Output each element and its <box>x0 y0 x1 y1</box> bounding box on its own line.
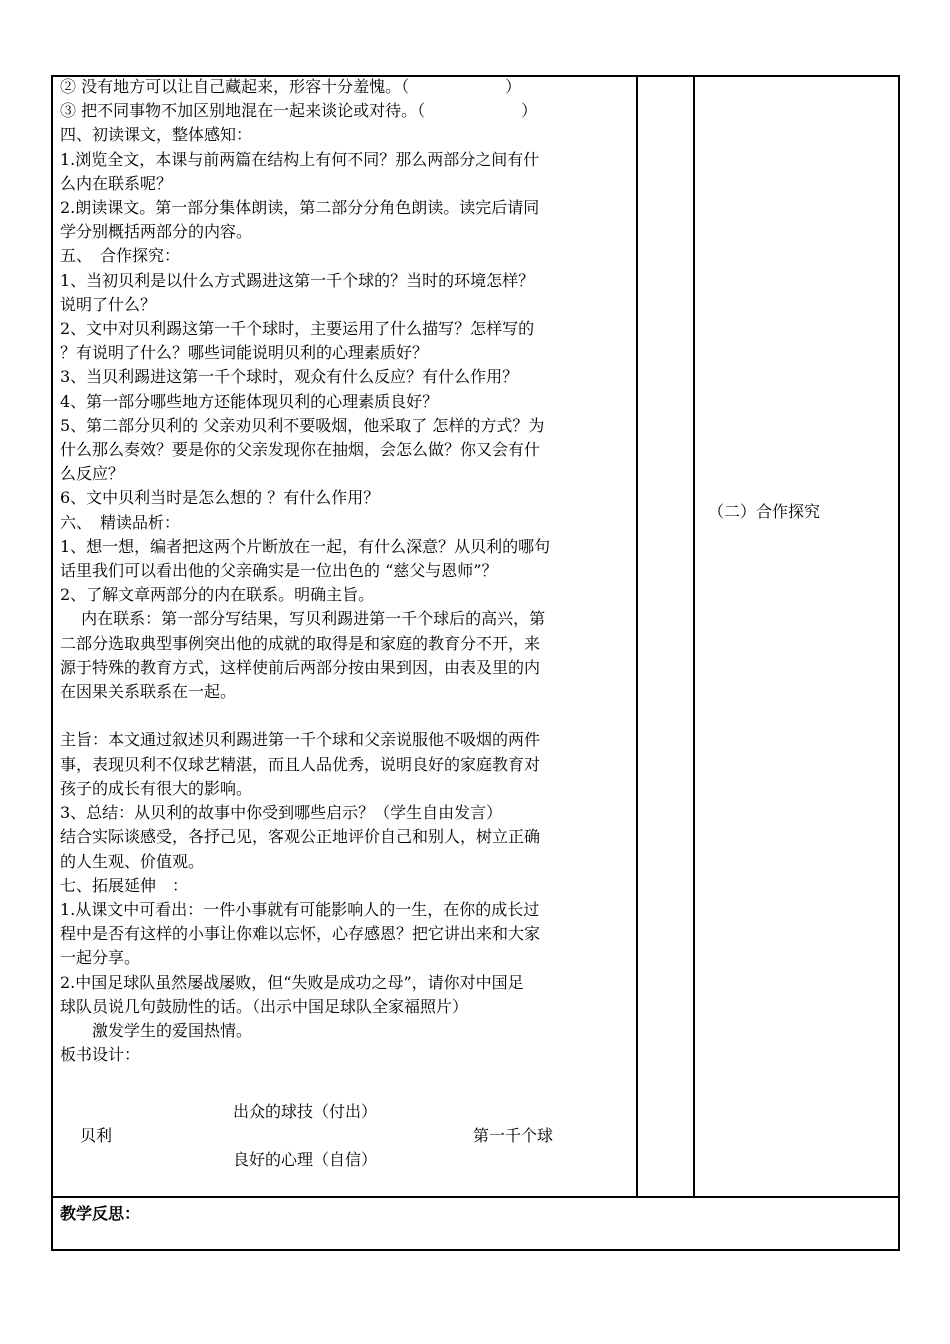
text-line: 6、文中贝利当时是怎么想的 ？有什么作用？ <box>60 488 380 508</box>
text-line: 源于特殊的教育方式，这样使前后两部分按由果到因，由表及里的内 <box>60 657 541 677</box>
text-line: 内在联系：第一部分写结果，写贝利踢进第一千个球后的高兴，第 <box>60 609 546 629</box>
text-line: ② 没有地方可以让自己藏起来，形容十分羞愧。（ ） <box>60 77 522 96</box>
board-goal: 第一千个球 <box>473 1126 554 1145</box>
text-line: 在因果关系联系在一起。 <box>60 682 237 702</box>
text-line: 么内在联系呢？ <box>60 173 173 193</box>
reflection-label: 教学反思： <box>60 1204 141 1223</box>
text-line: 5、第二部分贝利的 父亲劝贝利不要吸烟，他采取了 怎样的方式？为 <box>60 415 545 435</box>
text-line: 二部分选取典型事例突出他的成就的取得是和家庭的教育分不开，来 <box>60 633 541 653</box>
blank-line <box>60 704 635 728</box>
text-line: 1、想一想，编者把这两个片断放在一起，有什么深意？从贝利的哪句 <box>60 536 551 556</box>
lesson-content <box>60 75 635 1067</box>
row-divider <box>51 1196 900 1198</box>
side-column-label: （二）合作探究 <box>708 502 821 521</box>
text-line: ？有说明了什么？哪些词能说明贝利的心理素质好？ <box>60 343 429 363</box>
text-line: 结合实际谈感受，各抒己见，客观公正地评价自己和别人，树立正确 <box>60 827 541 847</box>
board-mind: 良好的心理（自信） <box>233 1150 378 1169</box>
text-line: 一起分享。 <box>60 948 141 968</box>
text-line: 么反应？ <box>60 464 125 484</box>
text-line: ③ 把不同事物不加区别地混在一起来谈论或对待。（ ） <box>60 101 538 121</box>
text-line: 2.中国足球队虽然屡战屡败，但“失败是成功之母”，请你对中国足 <box>60 972 524 992</box>
text-line: 事，表现贝利不仅球艺精湛，而且人品优秀，说明良好的家庭教育对 <box>60 754 541 774</box>
section-heading: 六、 精读品析： <box>60 512 181 532</box>
text-line: 程中是否有这样的小事让你难以忘怀，心存感恩？把它讲出来和大家 <box>60 924 541 944</box>
section-heading: 七、拓展延伸 ： <box>60 875 189 895</box>
text-line: 什么那么奏效？要是你的父亲发现你在抽烟，会怎么做？你又会有什 <box>60 440 541 460</box>
text-line: 1.从课文中可看出：一件小事就有可能影响人的一生，在你的成长过 <box>60 899 540 919</box>
text-line: 激发学生的爱国热情。 <box>60 1020 253 1040</box>
board-design-heading: 板书设计： <box>60 1045 141 1065</box>
column-divider-2 <box>693 75 695 1198</box>
text-line: 主旨：本文通过叙述贝利踢进第一千个球和父亲说服他不吸烟的两件 <box>60 730 541 750</box>
text-line: 的人生观、价值观。 <box>60 851 205 871</box>
text-line: 2、了解文章两部分的内在联系。明确主旨。 <box>60 585 375 605</box>
text-line: 1.浏览全文，本课与前两篇在结构上有何不同？那么两部分之间有什 <box>60 149 540 169</box>
text-line: 话里我们可以看出他的父亲确实是一位出色的 “慈父与恩师”？ <box>60 561 498 581</box>
board-name: 贝利 <box>80 1126 113 1145</box>
text-line: 2.朗读课文。第一部分集体朗读，第二部分分角色朗读。读完后请同 <box>60 198 540 218</box>
text-line: 2、文中对贝利踢这第一千个球时，主要运用了什么描写？怎样写的 <box>60 319 535 339</box>
board-skill: 出众的球技（付出） <box>233 1102 378 1121</box>
text-line: 1、当初贝利是以什么方式踢进这第一千个球的？当时的环境怎样？ <box>60 270 535 290</box>
text-line: 3、总结：从贝利的故事中你受到哪些启示？（学生自由发言） <box>60 803 503 823</box>
text-line: 3、当贝利踢进这第一千个球时，观众有什么反应？有什么作用？ <box>60 367 519 387</box>
text-line: 球队员说几句鼓励性的话。（出示中国足球队全家福照片） <box>60 996 469 1016</box>
text-line: 说明了什么？ <box>60 294 157 314</box>
text-line: 孩子的成长有很大的影响。 <box>60 778 253 798</box>
text-line: 学分别概括两部分的内容。 <box>60 222 253 242</box>
section-heading: 五、 合作探究： <box>60 246 181 266</box>
section-heading: 四、初读课文，整体感知： <box>60 125 253 145</box>
column-divider-1 <box>636 75 638 1198</box>
text-line: 4、第一部分哪些地方还能体现贝利的心理素质良好？ <box>60 391 439 411</box>
